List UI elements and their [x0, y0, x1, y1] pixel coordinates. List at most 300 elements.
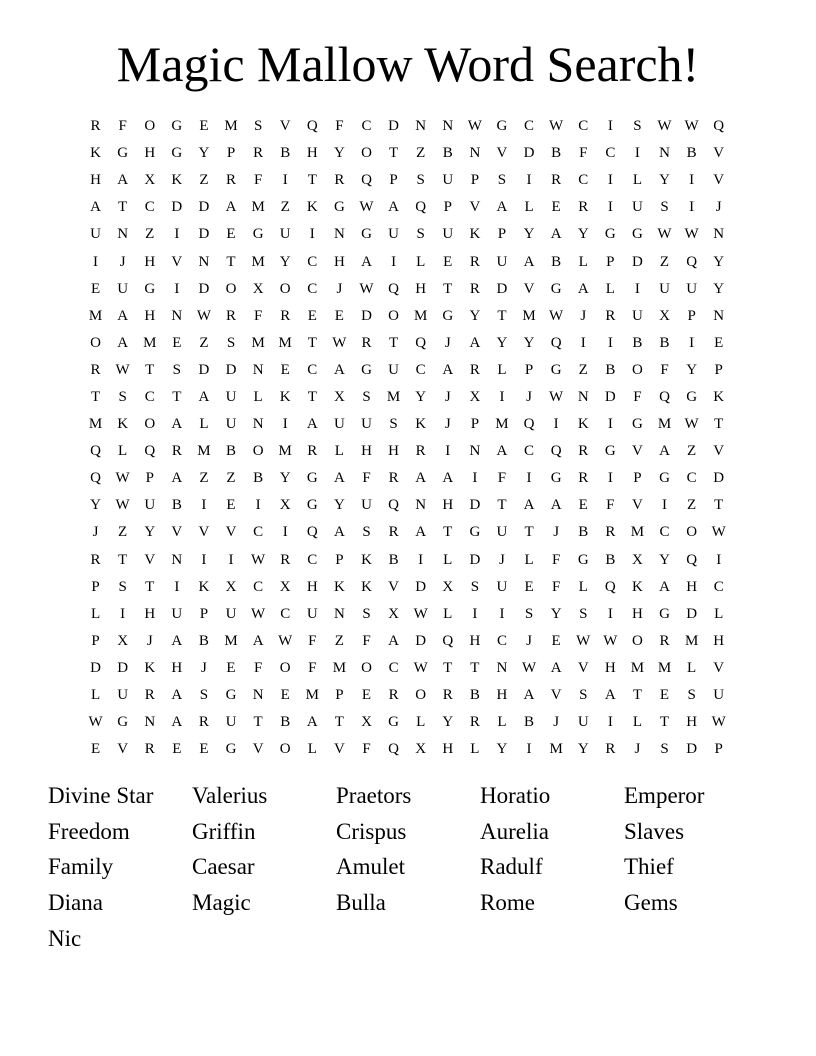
grid-letter: P	[335, 551, 344, 568]
grid-letter: R	[280, 307, 291, 324]
grid-letter: J	[119, 253, 126, 270]
grid-letter: D	[198, 280, 210, 297]
grid-letter: A	[171, 632, 183, 649]
grid-letter: L	[90, 605, 101, 622]
grid-letter: J	[201, 659, 207, 676]
grid-letter: U	[225, 714, 237, 731]
grid-letter: R	[90, 361, 101, 378]
grid-letter: X	[442, 578, 454, 595]
grid-letter: F	[362, 470, 371, 487]
grid-letter: A	[496, 443, 508, 460]
grid-letter: V	[713, 172, 725, 189]
grid-letter: C	[605, 145, 616, 162]
grid-letter: Q	[144, 443, 156, 460]
grid-letter: Z	[199, 172, 209, 189]
grid-letter: F	[308, 632, 317, 649]
grid-letter: A	[225, 199, 237, 216]
grid-letter: M	[414, 307, 428, 324]
grid-letter: T	[443, 524, 453, 541]
grid-letter: R	[144, 741, 155, 758]
grid-letter: S	[660, 741, 669, 758]
grid-letter: W	[115, 361, 130, 378]
grid-letter: I	[526, 172, 532, 189]
grid-letter: I	[553, 416, 559, 433]
grid-letter: W	[196, 307, 211, 324]
grid-letter: Y	[144, 524, 156, 541]
grid-letter: D	[604, 388, 616, 405]
grid-letter: I	[174, 578, 180, 595]
grid-letter: O	[686, 524, 698, 541]
grid-letter: R	[388, 524, 399, 541]
word-list-item: Divine Star	[48, 783, 154, 808]
grid-letter: Q	[306, 524, 318, 541]
grid-letter: T	[307, 172, 317, 189]
grid-letter: F	[253, 172, 263, 189]
grid-letter: W	[657, 118, 672, 135]
grid-letter: Q	[388, 497, 399, 514]
grid-letter: Q	[550, 443, 562, 460]
grid-letter: T	[659, 714, 670, 731]
grid-letter: I	[472, 470, 478, 487]
grid-letter: A	[333, 361, 345, 378]
grid-letter: L	[632, 714, 642, 731]
grid-letter: Q	[604, 578, 616, 595]
grid-letter: T	[145, 578, 155, 595]
grid-letter: B	[253, 470, 264, 487]
grid-letter: A	[333, 524, 345, 541]
grid-letter: N	[469, 443, 481, 460]
grid-letter: A	[117, 307, 129, 324]
grid-letter: A	[171, 416, 183, 433]
word-list-item: Emperor	[624, 783, 705, 808]
grid-letter: I	[174, 280, 180, 297]
grid-letter: Q	[388, 741, 399, 758]
grid-letter: H	[144, 145, 156, 162]
grid-letter: Y	[198, 145, 210, 162]
grid-letter: R	[442, 687, 453, 704]
grid-letter: C	[253, 578, 264, 595]
grid-letter: L	[307, 741, 317, 758]
grid-letter: T	[226, 253, 236, 270]
grid-letter: W	[359, 199, 374, 216]
grid-letter: W	[88, 714, 103, 731]
grid-letter: D	[198, 226, 210, 243]
grid-letter: A	[171, 714, 183, 731]
grid-letter: R	[578, 443, 589, 460]
grid-letter: W	[115, 470, 130, 487]
grid-letter: D	[469, 497, 481, 514]
grid-letter: J	[444, 416, 451, 433]
grid-letter: V	[117, 741, 129, 758]
grid-letter: V	[333, 741, 345, 758]
grid-letter: K	[415, 416, 427, 433]
grid-letter: T	[497, 307, 507, 324]
grid-letter: S	[470, 578, 480, 595]
grid-letter: G	[577, 551, 589, 568]
grid-letter: L	[118, 443, 128, 460]
grid-letter: L	[578, 253, 588, 270]
grid-letter: W	[359, 280, 374, 297]
grid-letter: I	[174, 226, 180, 243]
grid-letter: G	[306, 497, 318, 514]
grid-letter: A	[550, 659, 562, 676]
grid-letter: W	[684, 226, 699, 243]
grid-letter: U	[496, 253, 508, 270]
grid-letter: N	[117, 226, 129, 243]
grid-letter: V	[550, 687, 562, 704]
grid-letter: T	[714, 416, 724, 433]
grid-letter: N	[469, 145, 481, 162]
grid-letter: S	[362, 388, 371, 405]
grid-letter: C	[307, 361, 318, 378]
grid-letter: G	[659, 470, 670, 487]
grid-letter: L	[524, 551, 534, 568]
grid-letter: K	[361, 578, 372, 595]
grid-letter: G	[333, 199, 345, 216]
grid-letter: H	[306, 145, 318, 162]
grid-letter: N	[442, 118, 454, 135]
grid-letter: D	[388, 118, 399, 135]
grid-letter: P	[524, 361, 534, 378]
grid-letter: R	[605, 741, 616, 758]
grid-letter: H	[686, 578, 698, 595]
grid-letter: D	[117, 659, 129, 676]
grid-letter: K	[333, 578, 345, 595]
grid-letter: J	[526, 632, 532, 649]
grid-letter: Y	[523, 226, 535, 243]
grid-letter: F	[362, 632, 371, 649]
grid-letter: O	[225, 280, 237, 297]
word-list-item: Radulf	[480, 854, 543, 880]
grid-letter: A	[117, 334, 129, 351]
grid-letter: R	[388, 470, 399, 487]
grid-letter: G	[550, 280, 562, 297]
grid-letter: C	[307, 551, 318, 568]
grid-letter: S	[497, 172, 507, 189]
grid-letter: M	[630, 659, 645, 676]
grid-letter: I	[282, 172, 288, 189]
grid-letter: I	[93, 253, 99, 270]
grid-letter: G	[604, 443, 616, 460]
grid-letter: V	[279, 118, 291, 135]
grid-letter: P	[145, 470, 154, 487]
grid-letter: M	[88, 416, 103, 433]
grid-letter: O	[279, 280, 291, 297]
grid-letter: B	[551, 253, 562, 270]
grid-letter: D	[713, 470, 725, 487]
grid-letter: Y	[713, 253, 725, 270]
grid-letter: X	[388, 605, 399, 622]
grid-letter: M	[251, 199, 265, 216]
grid-letter: P	[91, 632, 100, 649]
grid-letter: D	[171, 199, 183, 216]
grid-letter: Z	[334, 632, 344, 649]
grid-letter: M	[657, 416, 672, 433]
word-list-item: Rome	[480, 890, 535, 916]
grid-letter: N	[415, 118, 427, 135]
grid-letter: H	[144, 605, 156, 622]
grid-letter: R	[415, 443, 426, 460]
grid-letter: I	[201, 551, 207, 568]
grid-letter: M	[143, 334, 157, 351]
grid-letter: Z	[659, 253, 670, 270]
grid-letter: Y	[550, 605, 562, 622]
grid-letter: C	[307, 280, 318, 297]
grid-letter: Q	[659, 388, 670, 405]
grid-letter: A	[117, 172, 129, 189]
grid-letter: T	[307, 334, 317, 351]
grid-letter: N	[171, 307, 183, 324]
grid-letter: X	[632, 551, 643, 568]
grid-letter: T	[90, 388, 101, 405]
grid-letter: R	[90, 551, 101, 568]
grid-letter: K	[198, 578, 210, 595]
grid-letter: I	[607, 714, 613, 731]
grid-letter: L	[632, 172, 642, 189]
grid-letter: G	[117, 714, 129, 731]
grid-letter: B	[388, 551, 399, 568]
grid-letter: Y	[577, 226, 589, 243]
grid-letter: O	[415, 687, 427, 704]
grid-letter: T	[632, 687, 642, 704]
grid-letter: U	[496, 578, 508, 595]
grid-letter: S	[226, 334, 236, 351]
grid-letter: A	[306, 714, 318, 731]
grid-letter: U	[144, 497, 156, 514]
grid-letter: D	[686, 741, 698, 758]
grid-letter: J	[444, 334, 451, 351]
grid-letter: B	[524, 714, 535, 731]
grid-letter: G	[550, 470, 562, 487]
grid-letter: I	[580, 334, 586, 351]
grid-letter: P	[470, 172, 480, 189]
grid-letter: J	[580, 307, 587, 324]
grid-letter: W	[549, 307, 564, 324]
grid-letter: U	[90, 226, 101, 243]
grid-letter: Y	[496, 334, 508, 351]
grid-letter: W	[684, 416, 699, 433]
grid-letter: I	[607, 118, 613, 135]
grid-letter: E	[226, 659, 236, 676]
grid-letter: N	[333, 226, 345, 243]
grid-letter: N	[713, 226, 725, 243]
word-list-item: Thief	[624, 854, 674, 880]
grid-letter: M	[197, 443, 211, 460]
grid-letter: C	[361, 118, 372, 135]
grid-letter: D	[198, 199, 210, 216]
grid-letter: O	[144, 416, 156, 433]
grid-letter: W	[684, 118, 699, 135]
grid-letter: P	[687, 307, 696, 324]
grid-letter: I	[689, 334, 695, 351]
grid-letter: M	[278, 334, 292, 351]
grid-letter: O	[90, 334, 101, 351]
grid-letter: W	[549, 118, 564, 135]
grid-letter: K	[469, 226, 481, 243]
grid-letter: J	[146, 632, 153, 649]
grid-letter: U	[117, 687, 129, 704]
grid-letter: L	[497, 714, 507, 731]
grid-letter: C	[253, 524, 264, 541]
grid-letter: X	[469, 388, 481, 405]
grid-letter: D	[361, 307, 372, 324]
grid-letter: J	[336, 280, 343, 297]
grid-letter: R	[144, 687, 155, 704]
grid-letter: Y	[577, 741, 589, 758]
grid-letter: W	[711, 524, 726, 541]
grid-letter: S	[389, 416, 398, 433]
grid-letter: E	[551, 632, 561, 649]
grid-letter: H	[333, 253, 345, 270]
grid-letter: Q	[415, 199, 427, 216]
grid-letter: N	[171, 551, 183, 568]
grid-letter: P	[389, 172, 398, 189]
grid-letter: H	[442, 741, 454, 758]
grid-letter: Y	[415, 388, 427, 405]
grid-letter: A	[90, 199, 101, 216]
grid-letter: I	[391, 253, 397, 270]
grid-letter: Y	[469, 307, 481, 324]
grid-letter: B	[578, 524, 589, 541]
grid-letter: H	[686, 714, 698, 731]
grid-letter: L	[443, 605, 453, 622]
grid-letter: I	[282, 524, 288, 541]
grid-letter: K	[713, 388, 725, 405]
grid-letter: E	[524, 578, 534, 595]
grid-letter: L	[416, 253, 426, 270]
grid-letter: W	[413, 605, 428, 622]
grid-letter: G	[632, 416, 643, 433]
grid-letter: Y	[90, 497, 101, 514]
grid-letter: Q	[361, 172, 372, 189]
grid-letter: R	[361, 334, 372, 351]
grid-letter: T	[497, 497, 507, 514]
grid-letter: V	[225, 524, 237, 541]
word-list-item: Aurelia	[480, 818, 549, 844]
grid-letter: D	[496, 280, 508, 297]
grid-letter: U	[361, 497, 372, 514]
grid-letter: R	[469, 280, 480, 297]
grid-letter: S	[633, 118, 642, 135]
grid-letter: Y	[442, 714, 454, 731]
word-list-item: Horatio	[480, 783, 551, 808]
grid-letter: R	[469, 361, 480, 378]
grid-letter: R	[578, 470, 589, 487]
grid-letter: I	[418, 551, 424, 568]
grid-letter: G	[306, 470, 318, 487]
grid-letter: R	[280, 551, 291, 568]
grid-letter: M	[549, 741, 563, 758]
grid-letter: U	[171, 605, 183, 622]
grid-letter: I	[607, 470, 613, 487]
grid-letter: A	[442, 470, 454, 487]
grid-letter: H	[306, 578, 318, 595]
grid-letter: N	[252, 416, 264, 433]
grid-letter: V	[713, 443, 725, 460]
grid-letter: R	[171, 443, 182, 460]
grid-letter: J	[715, 199, 722, 216]
word-list-item: Diana	[48, 890, 103, 916]
grid-letter: C	[496, 632, 507, 649]
grid-letter: G	[469, 524, 481, 541]
grid-letter: Q	[415, 334, 427, 351]
grid-letter: M	[224, 632, 238, 649]
grid-letter: I	[607, 334, 613, 351]
grid-letter: Z	[226, 470, 236, 487]
grid-letter: M	[522, 307, 536, 324]
grid-letter: M	[251, 253, 265, 270]
grid-letter: I	[201, 497, 207, 514]
grid-letter: O	[632, 361, 643, 378]
grid-letter: T	[388, 334, 399, 351]
grid-letter: V	[713, 145, 725, 162]
grid-letter: V	[523, 280, 535, 297]
grid-letter: R	[226, 307, 237, 324]
grid-letter: N	[144, 714, 156, 731]
grid-letter: C	[144, 199, 155, 216]
grid-letter: N	[415, 497, 427, 514]
grid-letter: H	[469, 632, 481, 649]
grid-letter: R	[226, 172, 237, 189]
grid-letter: R	[198, 714, 209, 731]
grid-letter: Q	[442, 632, 454, 649]
grid-letter: G	[361, 361, 372, 378]
grid-letter: V	[496, 145, 508, 162]
word-list-item: Gems	[624, 890, 678, 916]
grid-letter: L	[687, 659, 697, 676]
grid-letter: H	[415, 280, 427, 297]
grid-letter: C	[415, 361, 426, 378]
grid-letter: H	[361, 443, 372, 460]
page-title: Magic Mallow Word Search!	[116, 36, 700, 92]
grid-letter: N	[496, 659, 508, 676]
grid-letter: E	[90, 741, 101, 758]
grid-letter: W	[711, 714, 726, 731]
grid-letter: R	[469, 253, 480, 270]
grid-letter: V	[144, 551, 156, 568]
grid-letter: V	[388, 578, 399, 595]
grid-letter: R	[388, 687, 399, 704]
grid-letter: N	[577, 388, 589, 405]
grid-letter: Z	[280, 199, 290, 216]
grid-letter: W	[278, 632, 293, 649]
grid-letter: H	[442, 497, 454, 514]
grid-letter: N	[252, 361, 264, 378]
grid-letter: O	[388, 307, 399, 324]
grid-letter: P	[606, 253, 615, 270]
grid-letter: A	[604, 687, 616, 704]
grid-letter: B	[171, 497, 182, 514]
grid-letter: S	[416, 172, 425, 189]
grid-letter: O	[632, 632, 643, 649]
grid-letter: A	[523, 497, 535, 514]
grid-letter: W	[467, 118, 482, 135]
grid-letter: S	[687, 687, 696, 704]
grid-letter: I	[607, 172, 613, 189]
grid-letter: H	[632, 605, 643, 622]
grid-letter: A	[171, 687, 183, 704]
grid-letter: M	[495, 416, 509, 433]
grid-letter: E	[334, 307, 344, 324]
grid-letter: X	[415, 741, 427, 758]
grid-letter: T	[524, 524, 534, 541]
grid-letter: F	[633, 388, 642, 405]
grid-letter: U	[632, 199, 643, 216]
grid-letter: S	[362, 605, 371, 622]
grid-letter: U	[713, 687, 725, 704]
word-list-item: Nic	[48, 925, 82, 951]
grid-letter: M	[386, 388, 401, 405]
